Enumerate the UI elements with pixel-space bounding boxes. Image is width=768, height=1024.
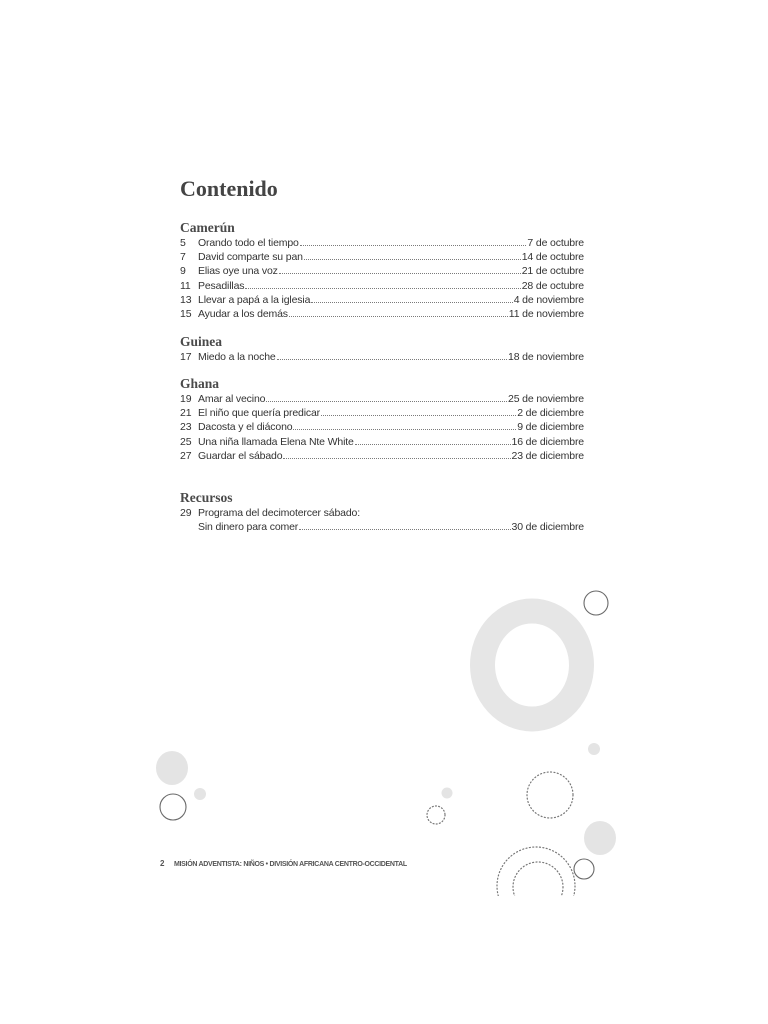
toc-entry xyxy=(180,250,584,264)
decorative-dotted-arc-outer xyxy=(497,847,575,925)
leader-dots xyxy=(283,458,510,459)
leader-dots xyxy=(289,316,508,317)
entry-date: 23 de diciembre xyxy=(511,449,584,462)
decorative-large-ring xyxy=(483,611,582,719)
leader-dots xyxy=(293,429,516,430)
entry-date: 9 de diciembre xyxy=(517,421,584,434)
toc-entry xyxy=(180,506,584,520)
section-heading: Ghana xyxy=(180,376,220,391)
decorative-dot xyxy=(194,788,206,800)
entry-title: David comparte su pan xyxy=(198,251,303,264)
entry-date: 25 de noviembre xyxy=(508,393,584,405)
toc-entry xyxy=(180,420,584,434)
entry-page-number: 27 xyxy=(180,449,192,462)
entry-date: 7 de octubre xyxy=(527,237,584,249)
entry-page-number: 15 xyxy=(180,307,192,320)
entry-date: 21 de octubre xyxy=(521,265,584,278)
decorative-filled-circle xyxy=(584,821,616,855)
entry-title: Ayudar a los demás xyxy=(198,307,288,320)
entry-date: 14 de octubre xyxy=(521,251,584,264)
entry-title: Elias oye una voz xyxy=(198,265,278,278)
leader-dots xyxy=(279,273,521,274)
decorative-dotted-arcs xyxy=(497,847,575,925)
section-heading: Guinea xyxy=(180,334,223,349)
leader-dots xyxy=(321,415,516,416)
decorative-dot xyxy=(588,743,600,755)
toc-entry xyxy=(180,392,584,406)
entry-date: 16 de diciembre xyxy=(511,435,584,448)
toc-section-recursos xyxy=(180,490,584,534)
leader-dots xyxy=(311,302,512,303)
leader-dots xyxy=(304,259,521,260)
toc-entry xyxy=(180,449,584,463)
entry-date: 30 de diciembre xyxy=(511,521,584,534)
entry-title: Pesadillas xyxy=(198,279,245,292)
entry-title: Guardar el sábado xyxy=(198,449,283,462)
toc-entry-continuation xyxy=(180,520,584,534)
entry-title: El niño que quería predicar xyxy=(198,407,321,420)
leader-dots xyxy=(266,401,507,402)
entry-date: 28 de octubre xyxy=(521,279,584,292)
leader-dots xyxy=(277,359,507,360)
toc-section-guinea xyxy=(180,334,584,364)
toc-entry xyxy=(180,264,584,278)
entry-page-number: 13 xyxy=(180,293,192,306)
toc-entry xyxy=(180,435,584,449)
entry-page-number: 7 xyxy=(180,251,186,264)
entry-page-number: 23 xyxy=(180,421,192,434)
decorative-dotted-circle xyxy=(527,772,573,818)
toc-entry xyxy=(180,307,584,321)
entry-title: Amar al vecino xyxy=(198,393,266,405)
toc-entry xyxy=(180,293,584,307)
entry-page-number: 29 xyxy=(180,507,192,519)
section-heading: Recursos xyxy=(180,490,233,505)
decorative-outline-circle xyxy=(574,859,594,879)
toc-entry xyxy=(180,406,584,420)
toc-entry xyxy=(180,350,584,364)
entry-page-number: 5 xyxy=(180,237,186,249)
entry-title: Orando todo el tiempo xyxy=(198,237,299,249)
leader-dots xyxy=(300,245,527,246)
toc-entry xyxy=(180,236,584,250)
toc-section-cameroon xyxy=(180,220,584,321)
entry-subtitle: Sin dinero para comer xyxy=(198,521,299,534)
decorative-outline-circle xyxy=(160,794,186,820)
decorative-dotted-circle xyxy=(427,806,445,824)
entry-page-number: 9 xyxy=(180,265,186,278)
entry-title: Llevar a papá a la iglesia xyxy=(198,293,311,306)
folio-page-number: 2 xyxy=(160,859,165,868)
leader-dots xyxy=(355,444,511,445)
entry-page-number: 25 xyxy=(180,435,192,448)
decorative-dotted-arc-inner xyxy=(513,862,563,912)
entry-page-number: 21 xyxy=(180,407,192,420)
running-head: MISIÓN ADVENTISTA: NIÑOS • DIVISIÓN AFRICANA CENTRO-OCCIDENTAL xyxy=(174,861,407,868)
entry-date: 2 de diciembre xyxy=(517,407,584,420)
entry-page-number: 17 xyxy=(180,351,192,363)
entry-date: 18 de noviembre xyxy=(508,351,584,363)
entry-title: Miedo a la noche xyxy=(198,351,276,363)
decorative-dot xyxy=(442,788,453,799)
entry-title: Una niña llamada Elena Nte White xyxy=(198,435,354,448)
entry-page-number: 11 xyxy=(180,279,191,292)
leader-dots xyxy=(245,288,520,289)
section-heading: Camerún xyxy=(180,220,235,235)
page-footer xyxy=(160,857,407,870)
decorative-outline-circle xyxy=(584,591,608,615)
page-title: Contenido xyxy=(180,176,278,201)
leader-dots xyxy=(299,529,510,530)
entry-title: Dacosta y el diácono xyxy=(198,421,293,434)
entry-page-number: 19 xyxy=(180,393,192,405)
toc-entry xyxy=(180,279,584,293)
entry-date: 4 de noviembre xyxy=(513,293,584,306)
entry-date: 11 de noviembre xyxy=(508,307,584,320)
decorative-filled-circle xyxy=(156,751,188,785)
entry-title: Programa del decimotercer sábado: xyxy=(198,507,360,519)
toc-section-ghana xyxy=(180,376,584,463)
